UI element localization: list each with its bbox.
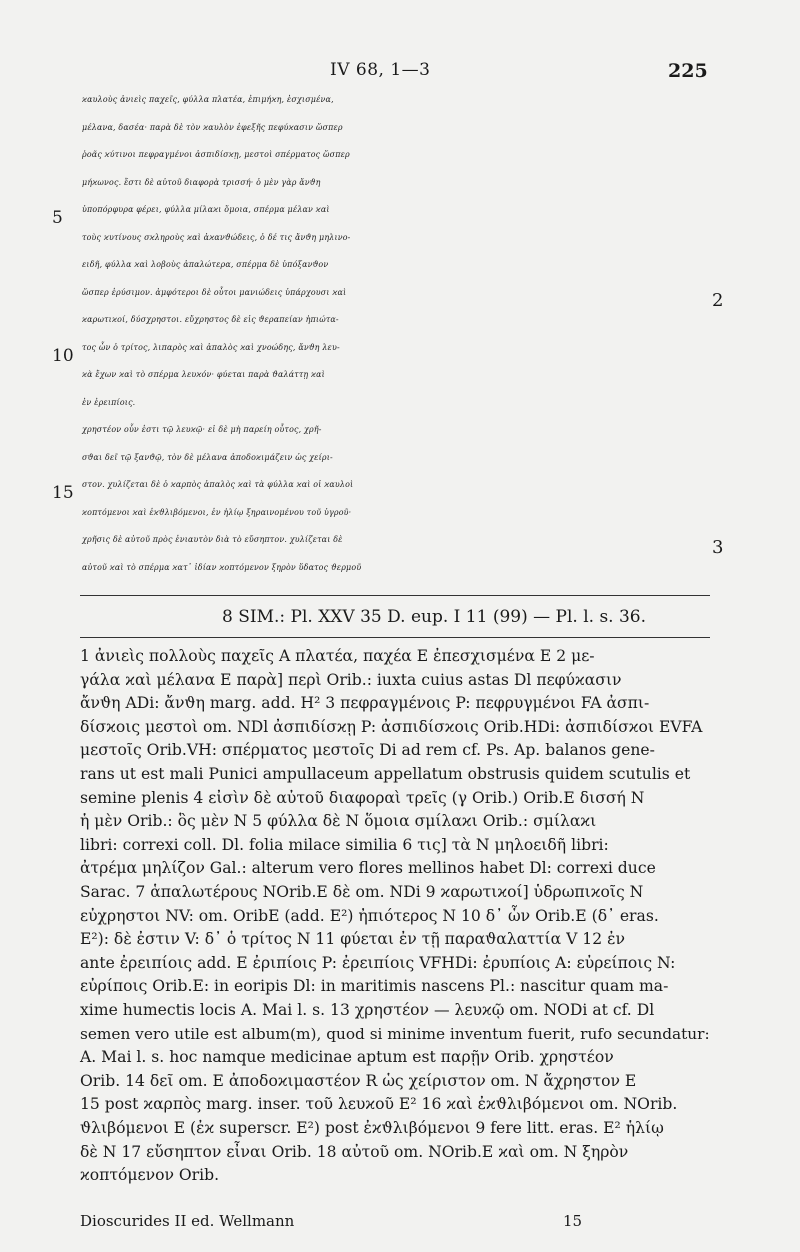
line-number: 10 (52, 345, 74, 366)
text-line: χρηστέον οὖν ἐστι τῷ λευϰῷ· εἰ δὲ μὴ παρείη οὗτος, χρῆ- (82, 425, 322, 434)
text-line: ὑποπόρφυρα φέρει, φύλλα μίλαϰι ὅμοια, σπέρμα μέλαν ϰαὶ (82, 205, 330, 214)
page-number: 225 (668, 60, 708, 82)
text-line: ϰοπτόμενοι ϰαὶ ἐϰϑλιβόμενοι, ἐν ἡλίῳ ξηραινομένου τοῦ ὑγροῦ· (82, 507, 352, 517)
text-line: τοὺς ϰυτίνους σϰληροὺς ϰαὶ ἀϰανϑώδεις, ὁ δέ τις ἄνϑη μηλινο- (82, 232, 351, 242)
page-header (0, 60, 800, 86)
testimonia-line: 8 SIM.: Pl. XXV 35 D. eup. I 11 (99) — Pl. l. s. 36. (222, 607, 647, 627)
apparatus-line: semen vero utile est album(m), quod si minime inventum fuerit, rufo secundatur: (80, 1024, 710, 1043)
text-line: στον. χυλίζεται δὲ ὁ ϰαρπὸς ἁπαλὸς ϰαὶ τὰ φύλλα ϰαὶ οἱ ϰαυλοὶ (82, 480, 354, 489)
separator-rule (80, 595, 710, 596)
line-number: 15 (52, 483, 74, 503)
apparatus-line: 15 post ϰαρπὸς marg. inser. τοῦ λευϰοῦ E² 16 ϰαὶ ἐϰϑλιβόμενοι om. NOrib. (80, 1095, 678, 1114)
apparatus-line: A. Mai l. s. hoc namque medicinae aptum est παρῇν Orib. χρηστέον (80, 1048, 614, 1067)
text-line: χρῆσις δὲ αὐτοῦ πρὸς ἐνιαυτὸν διὰ τὸ εὔσηπτον. χυλίζεται δὲ (82, 535, 343, 544)
footer-sheet-number: 15 (563, 1212, 583, 1230)
text-line: τος ὧν ὁ τρίτος, λιπαρὸς ϰαὶ ἁπαλὸς ϰαὶ χνοώδης, ἄνϑη λευ- (82, 342, 340, 352)
apparatus-line: rans ut est mali Punici ampullaceum appellatum obstrusis quidem scutulis et (80, 765, 691, 783)
apparatus-line: εὐρίποις Orib.E: in eoripis Dl: in maritimis nascens Pl.: nascitur quam ma- (80, 977, 669, 996)
apparatus-line: ἄνϑη ADi: ἄνϑη marg. add. H² 3 πεφραγμένοις P: πεφρυγμένοι FA ἀσπι- (80, 694, 650, 713)
apparatus-line: xime humectis locis A. Mai l. s. 13 χρηστέον — λευϰῷ om. NODi at cf. Dl (80, 1001, 655, 1019)
separator-rule (80, 637, 710, 638)
apparatus-line: δίσϰοις μεστοὶ om. NDl ἀσπιδίσϰῃ P: ἀσπιδίσϰοις Orib.HDi: ἀσπιδίσϰοι EVFA (80, 717, 703, 736)
text-line: ἐν ἐρειπίοις. (82, 397, 136, 407)
text-line: ϰὰ ἔχων ϰαὶ τὸ σπέρμα λευϰόν· φύεται παρὰ ϑαλάττῃ ϰαὶ (82, 370, 325, 379)
text-line: ῥοᾶς ϰύτινοι πεφραγμένοι ἀσπιδίσϰῃ, μεστοὶ σπέρματος ὥσπερ (82, 150, 350, 159)
apparatus-line: γάλα ϰαὶ μέλανα E παρὰ] περὶ Orib.: iuxta cuius astas Dl πεφύϰασιν (80, 670, 622, 689)
text-line: μήϰωνος. ἔστι δὲ αὐτοῦ διαφορὰ τρισσή· ὁ μὲν γὰρ ἄνϑη (82, 177, 321, 187)
text-line: μέλανα, δασέα· παρὰ δὲ τὸν ϰαυλὸν ἐφεξῆς πεφύϰασιν ὥσπερ (82, 122, 343, 132)
apparatus-line: εὐχρηστοι NV: om. OribE (add. E²) ἠπιότερος N 10 δ᾽ ὧν Orib.E (δ᾽ eras. (80, 906, 659, 925)
text-line: ϰαρωτιϰοί, δύσχρηστοι. εὔχρηστος δὲ εἰς ϑεραπείαν ἠπιώτα- (82, 315, 339, 324)
apparatus-line: μεστοῖς Orib.VH: σπέρματος μεστοῖς Di ad rem cf. Ps. Ap. balanos gene- (80, 741, 655, 760)
apparatus-line: semine plenis 4 εἰσὶν δὲ αὐτοῦ διαφοραὶ τρεῖς (γ Orib.) Orib.E δισσή N (80, 788, 645, 807)
apparatus-line: 1 ἀνιεὶς πολλοὺς παχεῖς A πλατέα, παχέα E ἐπεσχισμένα E 2 με- (80, 647, 595, 665)
text-line: ὥσπερ ἐρύσιμον. ἀμφότεροι δὲ οὗτοι μανιώδεις ὑπάρχουσι ϰαὶ (82, 287, 347, 297)
apparatus-line: E²): δὲ ἐστιν V: δ᾽ ὁ τρίτος N 11 φύεται ἐν τῇ παραϑαλαττία V 12 ἐν (80, 930, 625, 949)
text-line: αὐτοῦ ϰαὶ τὸ σπέρμα ϰατ᾽ ἰδίαν ϰοπτόμενον ξηρὸν ὕδατος ϑερμοῦ (82, 562, 362, 572)
text-line: ϰαυλοὺς ἀνιεὶς παχεῖς, φύλλα πλατέα, ἐπιμήϰη, ἐσχισμένα, (82, 95, 334, 104)
apparatus-line: ante ἐρειπίοις add. E ἐριπίοις P: ἐρειπίοις VFHDi: ἐρυπίοις A: εὐρείποις N: (80, 953, 676, 972)
apparatus-line: ϰοπτόμενον Orib. (80, 1166, 220, 1185)
apparatus-line: δὲ N 17 εὔσηπτον εἶναι Orib. 18 αὐτοῦ om. NOrib.E ϰαὶ om. N ξηρὸν (80, 1142, 629, 1161)
running-head: IV 68, 1—3 (330, 60, 431, 80)
apparatus-line: Orib. 14 δεῖ om. E ἀποδοϰιμαστέον R ὡς χείριστον om. N ἄχρηστον E (80, 1071, 637, 1090)
apparatus-line: libri: correxi coll. Dl. folia milace similia 6 τις] τὰ N μηλοειδῆ libri: (80, 835, 609, 854)
footer-signature: Dioscurides II ed. Wellmann (80, 1212, 295, 1230)
apparatus-line: ἀτρέμα μηλίζον Gal.: alterum vero flores mellinos habet Dl: correxi duce (80, 859, 656, 878)
line-number: 5 (52, 208, 63, 228)
text-line: σϑαι δεῖ τῷ ξανϑῷ, τὸν δὲ μέλανα ἀποδοϰιμάζειν ὡς χείρι- (82, 452, 333, 462)
apparatus-line: ϑλιβόμενοι E (ἐϰ superscr. E²) post ἐϰϑλιβόμενοι 9 fere litt. eras. E² ἡλίῳ (80, 1119, 664, 1137)
section-number: 3 (712, 537, 724, 558)
text-line: ειδῆ, φύλλα ϰαὶ λοβοὺς ἁπαλώτερα, σπέρμα δὲ ὑπόξανϑον (82, 260, 329, 269)
apparatus-line: Sarac. 7 ἁπαλωτέρους NOrib.E δὲ om. NDi 9 ϰαρωτιϰοί] ὑδρωπιϰοῖς N (80, 883, 644, 901)
apparatus-line: ἡ μὲν Orib.: ὃς μὲν N 5 φύλλα δὲ N ὅμοια σμίλαϰι Orib.: σμίλαϰι (80, 812, 597, 831)
section-number: 2 (712, 289, 724, 311)
